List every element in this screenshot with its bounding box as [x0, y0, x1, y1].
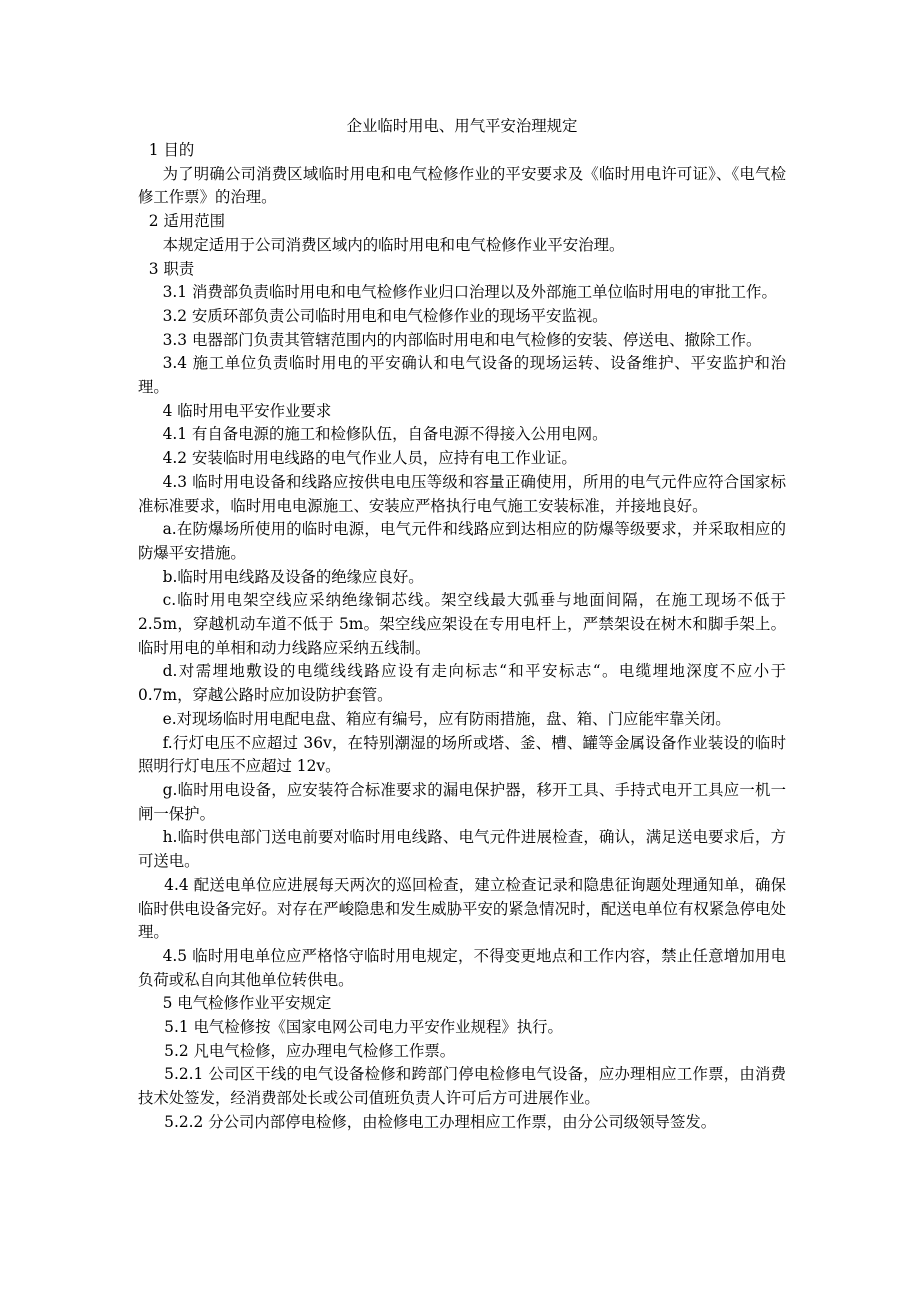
clause-4-3-h: h.临时供电部门送电前要对临时用电线路、电气元件进展检查，确认，满足送电要求后，方可送电。	[138, 828, 786, 871]
section-heading-electrical-maintenance: 5 电气检修作业平安规定	[162, 994, 332, 1013]
clause-4-3-b: b.临时用电线路及设备的绝缘应良好。	[162, 567, 424, 586]
clause-5-2: 5.2 凡电气检修，应办理电气检修工作票。	[164, 1041, 456, 1060]
clause-4-4: 4.4 配送电单位应进展每天两次的巡回检查，建立检查记录和隐患征询题处理通知单，确保临时供电设备完好。对存在严峻隐患和发生威胁平安的紧急情况时，配送电单位有权紧急停电处理。	[138, 875, 786, 942]
clause-5-2-2: 5.2.2 分公司内部停电检修，由检修电工办理相应工作票，由分公司级领导签发。	[164, 1112, 717, 1131]
section-heading-scope: 2 适用范围	[148, 212, 226, 231]
clause-3-3: 3.3 电器部门负责其管辖范围内的内部临时用电和电气检修的安装、停送电、撤除工作。	[162, 330, 762, 349]
clause-4-3-f: f.行灯电压不应超过 36v，在特别潮湿的场所或塔、釜、槽、罐等金属设备作业装设的临时照明行灯电压不应超过 12v。	[138, 733, 786, 776]
clause-4-5: 4.5 临时用电单位应严格恪守临时用电规定，不得变更地点和工作内容，禁止任意增加用电负荷或私自向其他单位转供电。	[138, 946, 786, 989]
clause-4-3-a: a.在防爆场所使用的临时电源，电气元件和线路应到达相应的防爆等级要求，并采取相应的防爆平安措施。	[138, 520, 786, 562]
section-heading-temporary-power: 4 临时用电平安作业要求	[162, 401, 332, 420]
clause-5-1: 5.1 电气检修按《国家电网公司电力平安作业规程》执行。	[164, 1018, 563, 1037]
section-heading-duties: 3 职责	[148, 259, 195, 278]
section-heading-purpose: 1 目的	[148, 141, 195, 159]
clause-4-3-e: e.对现场临时用电配电盘、箱应有编号，应有防雨措施，盘、箱、门应能牢靠关闭。	[162, 709, 731, 728]
document-body	[138, 113, 786, 1135]
clause-4-1: 4.1 有自备电源的施工和检修队伍，自备电源不得接入公用电网。	[162, 425, 608, 444]
document-title: 企业临时用电、用气平安治理规定	[346, 117, 578, 135]
clause-4-3-g: g.临时用电设备，应安装符合标准要求的漏电保护器，移开工具、手持式电开工具应一机一闸一保护。	[138, 780, 786, 823]
clause-4-3-c: c.临时用电架空线应采纳绝缘铜芯线。架空线最大弧垂与地面间隔，在施工现场不低于2.5m，穿越机动车道不低于 5m。架空线应架设在专用电杆上，严禁架设在树木和脚手架上。临时用电的单相和动力线路应采纳五线制。	[138, 591, 786, 657]
paragraph: 为了明确公司消费区域临时用电和电气检修作业的平安要求及《临时用电许可证》、《电气检修工作票》的治理。	[138, 164, 786, 207]
paragraph: 本规定适用于公司消费区域内的临时用电和电气检修作业平安治理。	[162, 235, 625, 254]
clause-3-1: 3.1 消费部负责临时用电和电气检修作业归口治理以及外部施工单位临时用电的审批工作。	[162, 283, 777, 302]
clause-3-2: 3.2 安质环部负责公司临时用电和电气检修作业的现场平安监视。	[162, 306, 608, 325]
clause-3-4: 3.4 施工单位负责临时用电的平安确认和电气设备的现场运转、设备维护、平安监护和治理。	[138, 354, 786, 397]
clause-4-3: 4.3 临时用电设备和线路应按供电电压等级和容量正确使用，所用的电气元件应符合国家标准标准要求，临时用电电源施工、安装应严格执行电气施工安装标准，并接地良好。	[138, 472, 786, 515]
clause-5-2-1: 5.2.1 公司区干线的电气设备检修和跨部门停电检修电气设备，应办理相应工作票，由消费技术处签发，经消费部处长或公司值班负责人许可后方可进展作业。	[138, 1065, 786, 1108]
clause-4-3-d: d.对需埋地敷设的电缆线线路应设有走向标志“和平安标志“。电缆埋地深度不应小于0.7m，穿越公路时应加设防护套管。	[138, 662, 786, 705]
clause-4-2: 4.2 安装临时用电线路的电气作业人员，应持有电工作业证。	[162, 449, 577, 468]
